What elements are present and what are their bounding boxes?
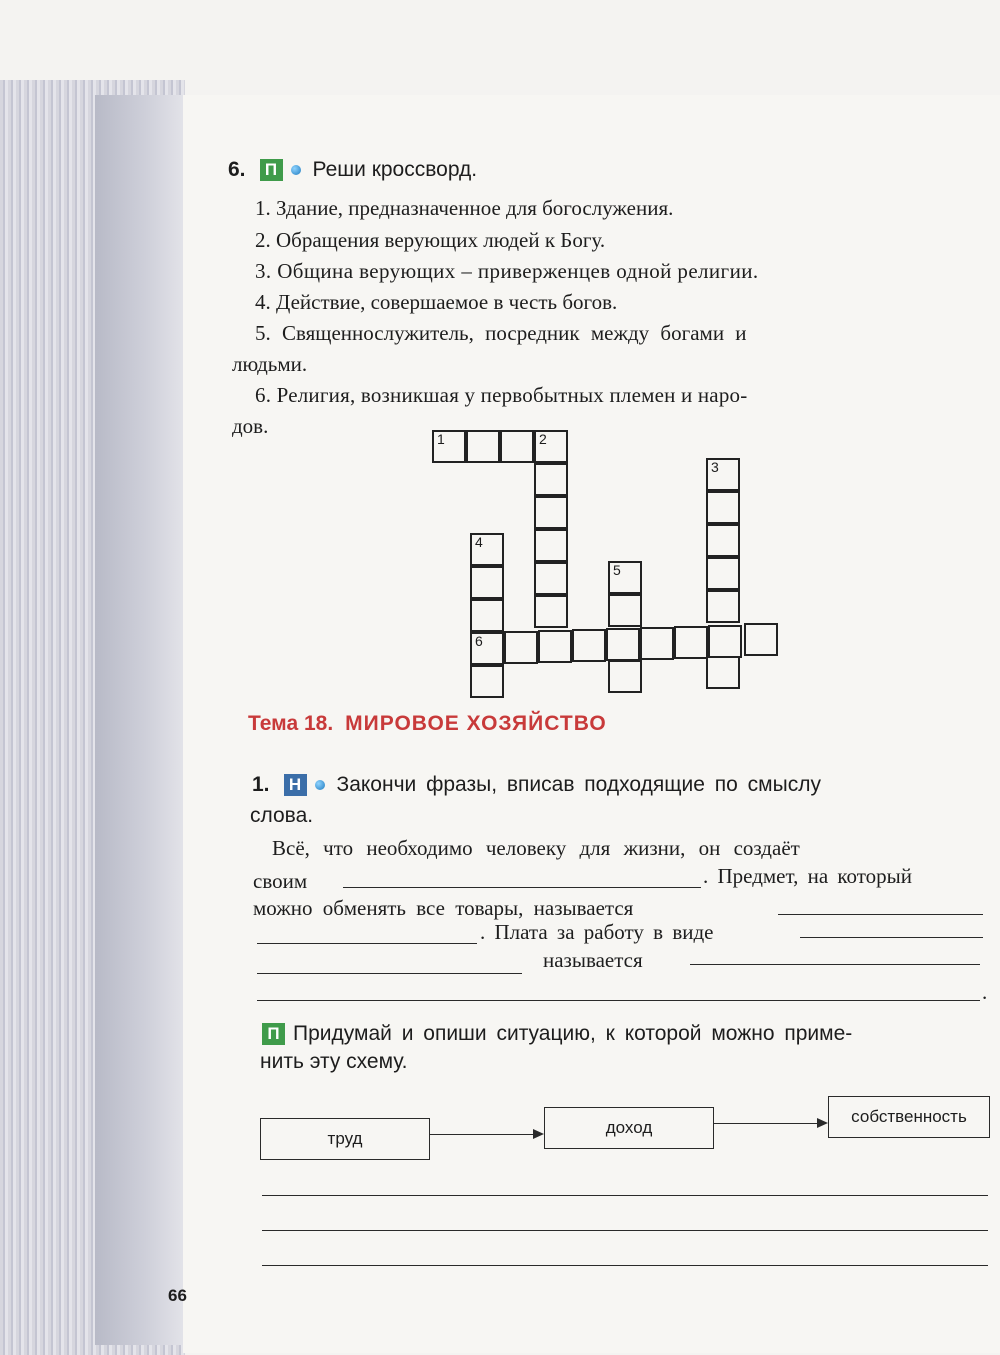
bullet-icon xyxy=(291,165,301,175)
arrow-head-icon xyxy=(817,1118,828,1128)
page-number: 66 xyxy=(168,1286,187,1305)
task-number: 1. xyxy=(252,773,270,796)
task-instruction: Придумай и опиши ситуацию, к которой можно приме- xyxy=(293,1022,853,1045)
task-type-badge: П xyxy=(260,159,283,181)
answer-blank[interactable] xyxy=(690,964,980,965)
answer-blank[interactable] xyxy=(778,914,983,915)
answer-line[interactable] xyxy=(262,1230,988,1231)
crossword-cell[interactable] xyxy=(534,430,568,463)
crossword-cell[interactable] xyxy=(674,626,708,659)
clue-5-continued: людьми. xyxy=(232,352,308,376)
scheme-arrow xyxy=(714,1123,818,1124)
crossword-cell[interactable] xyxy=(534,562,568,595)
answer-blank[interactable] xyxy=(257,943,477,944)
crossword-cell[interactable] xyxy=(640,627,674,660)
crossword-cell[interactable] xyxy=(706,458,740,491)
task-type-badge: Н xyxy=(284,774,307,796)
clue-3: 3. Община верующих – приверженцев одной религии. xyxy=(255,259,759,283)
crossword-cell[interactable] xyxy=(470,533,504,566)
clue-4: 4. Действие, совершаемое в честь богов. xyxy=(255,290,618,314)
crossword-cell[interactable] xyxy=(706,491,740,524)
crossword-cell[interactable] xyxy=(744,623,778,656)
task-number: 6. xyxy=(228,158,246,181)
crossword-cell[interactable] xyxy=(466,430,500,463)
clue-number: 6 xyxy=(475,633,483,649)
bullet-icon xyxy=(315,780,325,790)
sentence-end: . xyxy=(982,980,988,1004)
clue-6-continued: дов. xyxy=(232,414,269,438)
book-gutter xyxy=(95,95,190,1345)
crossword-cell[interactable] xyxy=(706,590,740,623)
crossword-cell[interactable] xyxy=(606,628,640,661)
answer-line[interactable] xyxy=(262,1195,988,1196)
task-instruction-continued: слова. xyxy=(250,804,314,827)
answer-blank[interactable] xyxy=(257,1000,980,1001)
crossword-cell[interactable] xyxy=(708,625,742,658)
answer-line[interactable] xyxy=(262,1265,988,1266)
scheme-box-income: доход xyxy=(544,1107,714,1149)
crossword-cell[interactable] xyxy=(432,430,466,463)
task-instruction-continued: нить эту схему. xyxy=(260,1050,408,1073)
answer-blank[interactable] xyxy=(257,973,522,974)
crossword-cell[interactable] xyxy=(538,630,572,663)
crossword-cell[interactable] xyxy=(504,631,538,664)
task-type-badge: П xyxy=(262,1023,285,1045)
crossword-cell[interactable] xyxy=(706,524,740,557)
crossword-cell[interactable] xyxy=(608,594,642,627)
task-6-header xyxy=(228,158,477,182)
clue-1: 1. Здание, предназначенное для богослужения. xyxy=(255,196,674,220)
crossword-cell[interactable] xyxy=(534,463,568,496)
crossword-cell[interactable] xyxy=(706,557,740,590)
crossword-cell[interactable] xyxy=(470,632,504,665)
answer-blank[interactable] xyxy=(343,887,701,888)
clue-number: 5 xyxy=(613,562,621,578)
task-instruction: Реши кроссворд. xyxy=(312,158,478,181)
crossword-cell[interactable] xyxy=(534,529,568,562)
clue-6: 6. Религия, возникшая у первобытных племен и наро- xyxy=(255,383,748,407)
fill-text-line: можно обменять все товары, называется xyxy=(253,896,634,920)
fill-text-line: своим xyxy=(253,869,308,893)
crossword-cell[interactable] xyxy=(608,561,642,594)
answer-blank[interactable] xyxy=(800,937,983,938)
topic-label: Тема 18. xyxy=(248,712,334,735)
fill-text-line: . Плата за работу в виде xyxy=(480,920,714,944)
scheme-box-labor: труд xyxy=(260,1118,430,1160)
scheme-arrow xyxy=(430,1134,534,1135)
crossword-cell[interactable] xyxy=(534,595,568,628)
arrow-head-icon xyxy=(533,1129,544,1139)
crossword-cell[interactable] xyxy=(500,430,534,463)
task-instruction: Закончи фразы, вписав подходящие по смыслу xyxy=(336,773,821,796)
topic-heading xyxy=(248,712,607,736)
scheme-box-property: собственность xyxy=(828,1096,990,1138)
crossword-cell[interactable] xyxy=(572,629,606,662)
crossword-cell[interactable] xyxy=(470,566,504,599)
crossword-cell[interactable] xyxy=(534,496,568,529)
clue-number: 3 xyxy=(711,459,719,475)
crossword-cell[interactable] xyxy=(470,599,504,632)
fill-text-line: называется xyxy=(543,948,643,972)
task-2-header xyxy=(262,1022,852,1046)
crossword-cell[interactable] xyxy=(608,660,642,693)
clue-number: 4 xyxy=(475,534,483,550)
clue-number: 1 xyxy=(437,431,445,447)
clue-number: 2 xyxy=(539,431,547,447)
clue-5: 5. Священнослужитель, посредник между богами и xyxy=(255,321,747,345)
topic-title: МИРОВОЕ ХОЗЯЙСТВО xyxy=(345,712,607,735)
crossword-cell[interactable] xyxy=(470,665,504,698)
crossword-cell[interactable] xyxy=(706,656,740,689)
fill-text-line: . Предмет, на который xyxy=(703,864,913,888)
clue-2: 2. Обращения верующих людей к Богу. xyxy=(255,228,606,252)
task-1-header xyxy=(252,773,821,797)
fill-text-line: Всё, что необходимо человеку для жизни, он создаёт xyxy=(272,836,800,860)
